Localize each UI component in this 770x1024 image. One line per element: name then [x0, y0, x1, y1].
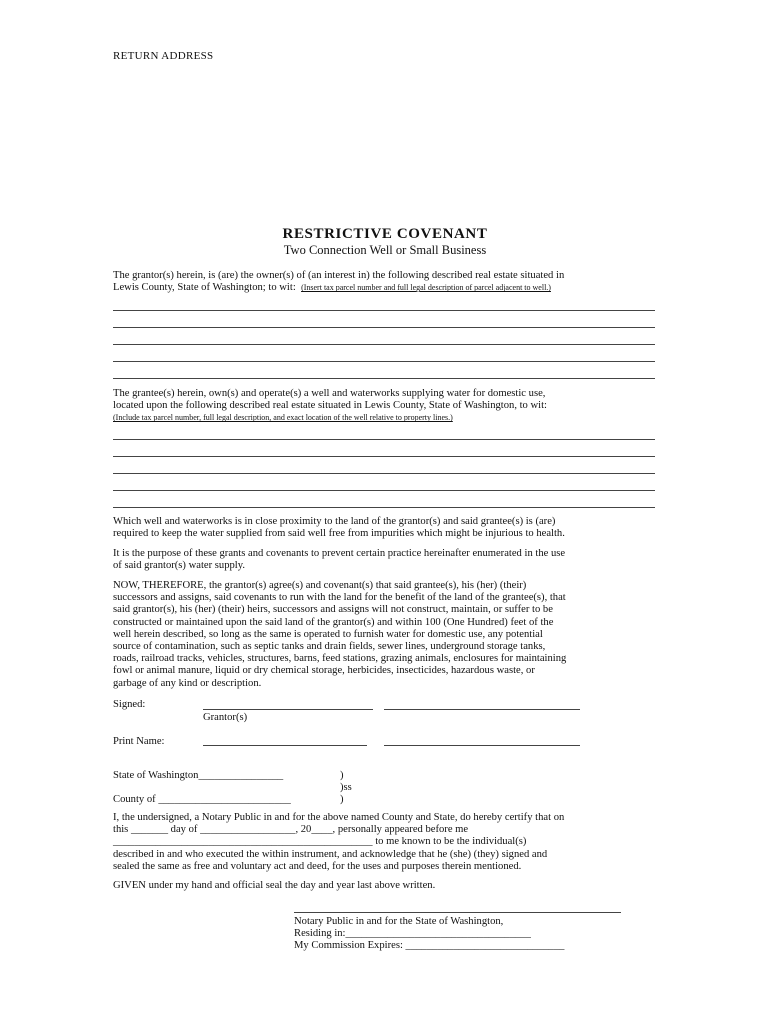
county-of-label: County of _________________________ — [113, 794, 291, 805]
grantee-description-line[interactable] — [113, 456, 655, 457]
grantor-description-line[interactable] — [113, 327, 655, 328]
print-name-label: Print Name: — [113, 736, 165, 747]
notary-block-residing: Residing in:___________________________________ — [294, 928, 531, 940]
grantor-description-line[interactable] — [113, 310, 655, 311]
notary-line-5: sealed the same as free and voluntary act and deed, for the uses and purposes therein mentioned. — [113, 860, 522, 872]
grantor-line-2 — [113, 282, 658, 294]
grantee-line-2: located upon the following described real estate situated in Lewis County, State of Washington, to wit: — [113, 400, 547, 412]
grantor-line-2-text: Lewis County, State of Washington; to wit: — [113, 282, 296, 294]
grantee-description-line[interactable] — [113, 507, 655, 508]
return-address-label: RETURN ADDRESS — [113, 50, 214, 62]
proximity-line-2: required to keep the water supplied from said well free from impurities which might be injurious to health. — [113, 528, 565, 540]
signed-label: Signed: — [113, 699, 146, 710]
covenant-line: fowl or animal manure, liquid or dry chemical storage, herbicides, insecticides, hazardous waste, or — [113, 665, 535, 677]
print-name-line-2[interactable] — [384, 745, 580, 746]
covenant-line: NOW, THEREFORE, the grantor(s) agree(s) and covenant(s) that said grantee(s), his (her) (their) — [113, 580, 527, 591]
covenant-line: constructed or maintained upon the said land of the grantor(s) and within 100 (One Hundred) feet of the — [113, 616, 554, 628]
notary-block — [294, 916, 564, 953]
grantor-description-line[interactable] — [113, 344, 655, 345]
grantor-paragraph — [113, 270, 658, 294]
grantee-description-line[interactable] — [113, 490, 655, 491]
venue-ss: )ss — [340, 782, 352, 793]
notary-line-2: this _______ day of __________________, 20____, personally appeared before me — [113, 824, 469, 836]
covenant-line: successors and assigns, said covenants to run with the land for the benefit of the land of the grantee(s), that — [113, 592, 566, 604]
grantee-description-line[interactable] — [113, 439, 655, 440]
grantor-signature-line-1[interactable] — [203, 709, 373, 710]
purpose-paragraph — [113, 548, 658, 572]
covenant-line: said grantor(s), his (her) (their) heirs, successors and assigns will not construct, maintain, or suffer to be — [113, 604, 553, 616]
purpose-line-2: of said grantor(s) water supply. — [113, 560, 245, 572]
grantee-description-line[interactable] — [113, 473, 655, 474]
grantor-description-line[interactable] — [113, 361, 655, 362]
grantor-line-1: The grantor(s) herein, is (are) the owner(s) of (an interest in) the following described real estate situated in — [113, 270, 565, 281]
venue-paren-bottom: ) — [340, 794, 344, 805]
notary-signature-line[interactable] — [294, 912, 621, 913]
grantor-signature-line-2[interactable] — [384, 709, 580, 710]
covenant-paragraph — [113, 580, 658, 690]
document-subtitle: Two Connection Well or Small Business — [283, 243, 487, 257]
covenant-line: well herein described, so long as the same is operated to furnish water for domestic use, any potential — [113, 628, 543, 640]
covenant-line: source of contamination, such as septic tanks and drain fields, sewer lines, underground storage tanks, — [113, 641, 546, 653]
document-title: RESTRICTIVE COVENANT — [282, 226, 488, 242]
notary-block-line-1: Notary Public in and for the State of Washington, — [294, 916, 504, 927]
proximity-line-1: Which well and waterworks is in close proximity to the land of the grantor(s) and said grantee(s) is (are) — [113, 516, 556, 527]
grantee-line-1: The grantee(s) herein, own(s) and operate(s) a well and waterworks supplying water for domestic use, — [113, 388, 546, 399]
notary-line-1: I, the undersigned, a Notary Public in and for the above named County and State, do hereby certify that on — [113, 812, 565, 823]
grantor-description-line[interactable] — [113, 378, 655, 379]
notary-block-commission: My Commission Expires: ______________________________ — [294, 940, 565, 952]
grantor-instruction: (Insert tax parcel number and full legal description of parcel adjacent to well.) — [301, 283, 551, 293]
notary-paragraph — [113, 812, 658, 873]
covenant-line: garbage of any kind or description. — [113, 677, 262, 689]
grantor-label: Grantor(s) — [203, 712, 248, 723]
covenant-line: roads, railroad tracks, vehicles, structures, barns, feed stations, grazing animals, enclosures for maintaining — [113, 653, 567, 665]
notary-line-4: described in and who executed the within instrument, and acknowledge that he (she) (they) signed and — [113, 848, 548, 860]
print-name-line-1[interactable] — [203, 745, 367, 746]
given-statement: GIVEN under my hand and official seal the day and year last above written. — [113, 880, 436, 891]
venue-paren-top: ) — [340, 770, 344, 781]
grantee-paragraph — [113, 388, 658, 425]
grantee-instruction: (Include tax parcel number, full legal description, and exact location of the well relative to property lines.) — [113, 413, 453, 423]
purpose-line-1: It is the purpose of these grants and covenants to prevent certain practice hereinafter enumerated in the use — [113, 548, 566, 559]
state-of-washington-label: State of Washington________________ — [113, 770, 284, 781]
proximity-paragraph — [113, 516, 658, 540]
notary-line-3: _________________________________________________ to me known to be the individual(s) — [113, 836, 527, 848]
